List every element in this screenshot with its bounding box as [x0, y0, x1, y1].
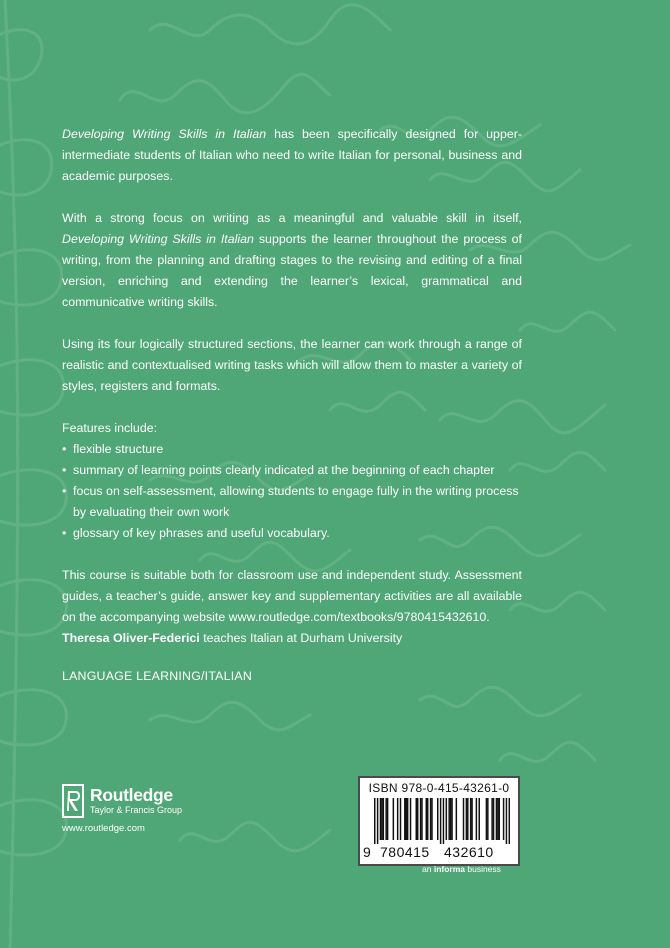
barcode-bar — [499, 798, 500, 840]
barcode-bar — [385, 798, 386, 840]
barcode-bar — [381, 798, 382, 840]
barcode-bar — [443, 798, 444, 844]
intro-text: has been specifically designed for upper-intermediate students of Italian who need to write Italian for personal, business and academic purposes. — [62, 127, 522, 183]
barcode-bar — [380, 798, 381, 840]
barcode-bar — [451, 798, 452, 840]
barcode-bar — [421, 798, 422, 840]
isbn-label: ISBN 978-0-415-43261-0 — [368, 781, 510, 795]
publisher-block — [62, 784, 222, 840]
subject-category: LANGUAGE LEARNING/ITALIAN — [62, 669, 252, 683]
barcode-lead-digit: 9 — [363, 844, 372, 860]
barcode-bar — [427, 798, 428, 840]
publisher-group: Taylor & Francis Group — [90, 805, 183, 815]
barcode-bar — [470, 798, 471, 840]
barcode-bar — [377, 798, 378, 844]
informa-prefix: an — [422, 864, 434, 874]
barcode-bar — [486, 798, 487, 840]
barcode-bar — [493, 798, 494, 840]
barcode-bar — [446, 798, 447, 840]
barcode-bar — [471, 798, 472, 840]
structure-paragraph: Using its four logically structured sections, the learner can work through a range of realistic and contextualised writing tasks which will allow them to master a variety of styles, registers and formats. — [62, 337, 522, 393]
barcode-bar — [410, 798, 411, 840]
barcode-bar — [467, 798, 468, 840]
informa-brand: informa — [433, 864, 465, 874]
list-item: • focus on self-assessment, allowing students to engage fully in the writing process by evaluating their own work — [62, 481, 522, 523]
barcode-bar — [383, 798, 384, 840]
barcode-bar — [405, 798, 406, 840]
list-item: • glossary of key phrases and useful vocabulary. — [62, 523, 522, 544]
routledge-logo-icon — [62, 784, 84, 818]
intro-paragraph — [62, 124, 522, 187]
book-title-italic: Developing Writing Skills in Italian — [62, 127, 267, 141]
book-title-italic: Developing Writing Skills in Italian — [62, 232, 254, 246]
author-line — [62, 628, 402, 649]
barcode-bar — [407, 798, 408, 840]
barcode-bar — [400, 798, 401, 840]
barcode-bar — [440, 798, 441, 844]
barcode-bar — [496, 798, 497, 840]
course-paragraph: This course is suitable both for classroom use and independent study. Assessment guides, a teacher’s guide, answer key and supplementary activities are all available on the accompanying website www.routledge.com/textbooks/9780415432610. — [62, 568, 522, 624]
barcode-bar — [417, 798, 418, 840]
barcode-bar — [430, 798, 431, 840]
barcode-bar — [506, 798, 507, 844]
list-item: • summary of learning points clearly indicated at the beginning of each chapter — [62, 460, 522, 481]
barcode-bar — [450, 798, 451, 840]
barcode-left-digits: 780415 — [380, 844, 430, 860]
isbn-barcode — [358, 776, 520, 866]
informa-business — [422, 864, 501, 875]
barcode-bar — [397, 798, 398, 840]
barcode-bar — [420, 798, 421, 840]
barcode-bar — [497, 798, 498, 840]
focus-text-rest: supports the learner throughout the process of writing, from the planning and drafting stages to the revising and editing of a final version, enriching and extending the learner’s lexical, grammatical and communicative writing skills. — [62, 232, 522, 309]
focus-paragraph — [62, 208, 522, 313]
barcode-bar — [491, 798, 492, 840]
barcode-bars — [374, 798, 510, 844]
back-cover-description — [62, 124, 522, 628]
informa-suffix: business — [465, 864, 501, 874]
barcode-bar — [463, 798, 464, 840]
barcode-bar — [456, 798, 457, 840]
barcode-bar — [404, 798, 405, 840]
focus-text-start: With a strong focus on writing as a meaningful and valuable skill in itself, — [62, 211, 522, 225]
barcode-bar — [466, 798, 467, 840]
author-name: Theresa Oliver-Federici — [62, 631, 200, 645]
barcode-bar — [393, 798, 394, 840]
publisher-url[interactable]: www.routledge.com — [62, 823, 145, 834]
features-list — [62, 439, 522, 544]
publisher-name: Routledge — [90, 785, 173, 805]
barcode-bar — [426, 798, 427, 840]
barcode-bar — [387, 798, 388, 840]
barcode-bar — [487, 798, 488, 840]
features-heading: Features include: — [62, 421, 158, 435]
barcode-bar — [503, 798, 504, 840]
barcode-bar — [431, 798, 432, 840]
barcode-bar — [374, 798, 375, 844]
barcode-bar — [416, 798, 417, 840]
author-bio: teaches Italian at Durham University — [199, 631, 403, 645]
barcode-bar — [479, 798, 480, 840]
barcode-bar — [437, 798, 438, 840]
barcode-bar — [509, 798, 510, 844]
barcode-bar — [448, 798, 449, 840]
barcode-bar — [476, 798, 477, 840]
barcode-right-digits: 432610 — [444, 844, 494, 860]
list-item: • flexible structure — [62, 439, 522, 460]
